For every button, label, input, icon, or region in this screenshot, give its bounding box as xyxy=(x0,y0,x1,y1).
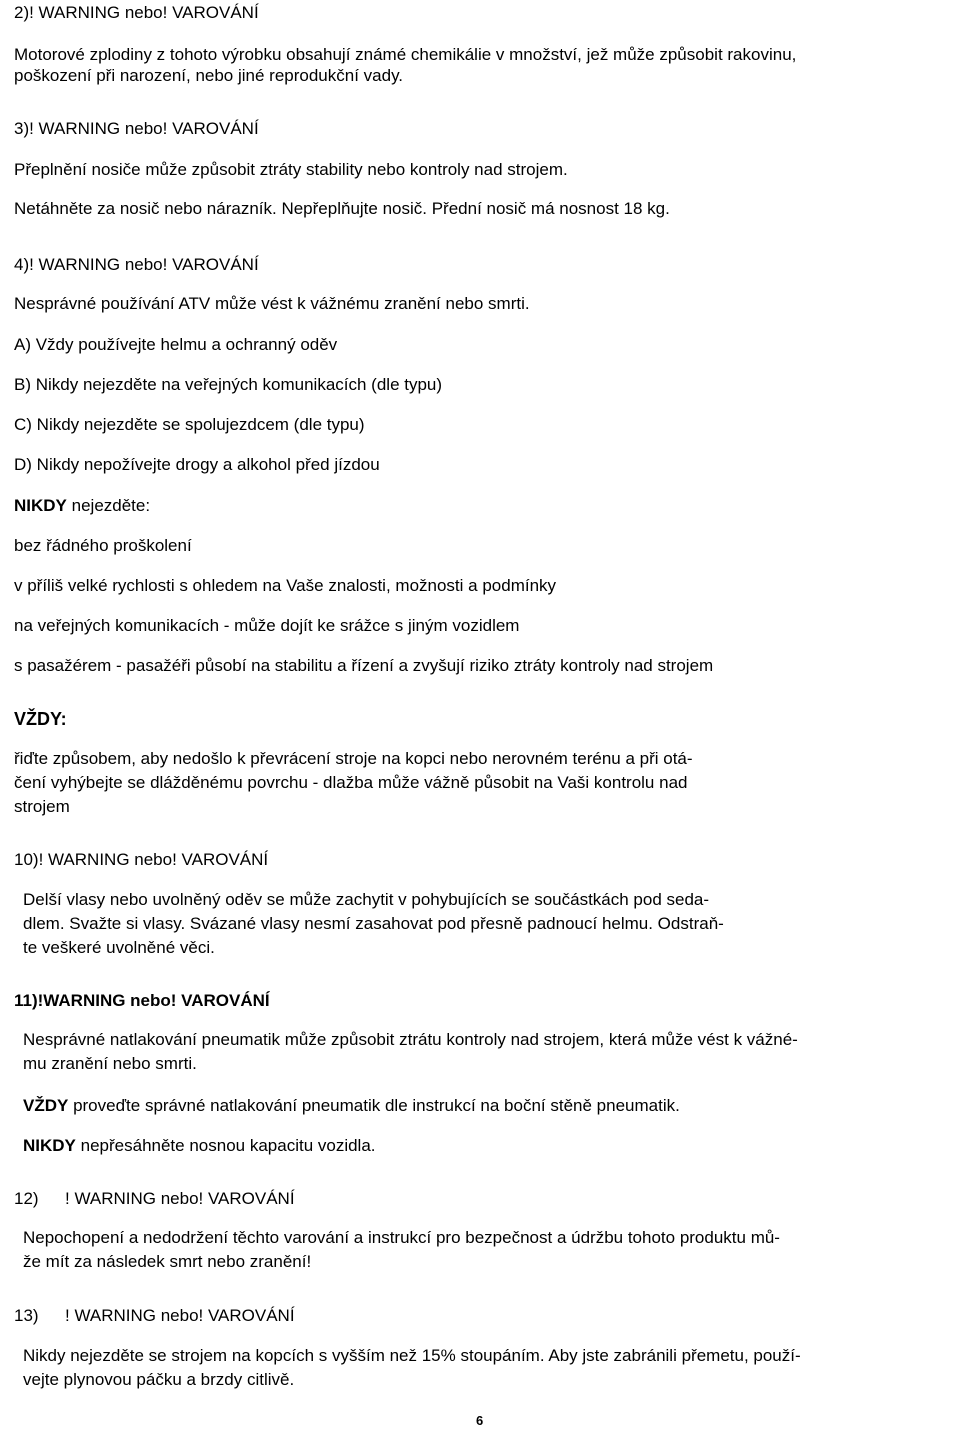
section-3-heading: 3)! WARNING nebo! VAROVÁNÍ xyxy=(14,119,259,138)
always-label: VŽDY xyxy=(23,1096,69,1115)
section-3-text: Netáhněte za nosič nebo nárazník. Nepřeplňujte nosič. Přední nosič má nosnost 18 kg. xyxy=(14,199,670,218)
section-13-text: vejte plynovou páčku a brzdy citlivě. xyxy=(23,1370,295,1389)
section-10-text: te veškeré uvolněné věci. xyxy=(23,938,215,957)
never-item: na veřejných komunikacích - může dojít ke srážce s jiným vozidlem xyxy=(14,616,520,635)
always-text: řiďte způsobem, aby nedošlo k převrácení stroje na kopci nebo nerovném terénu a při otá- xyxy=(14,749,693,768)
section-2-text: Motorové zplodiny z tohoto výrobku obsahují známé chemikálie v množství, jež může způsobit rakovinu, xyxy=(14,45,797,64)
section-13-number: 13) xyxy=(14,1306,39,1325)
section-4-heading: 4)! WARNING nebo! VAROVÁNÍ xyxy=(14,255,259,274)
never-text: nepřesáhněte nosnou kapacitu vozidla. xyxy=(75,1136,376,1155)
never-item: v příliš velké rychlosti s ohledem na Vaše znalosti, možnosti a podmínky xyxy=(14,576,557,595)
section-11-text: Nesprávné natlakování pneumatik může způsobit ztrátu kontroly nad strojem, která může vést k vážné- xyxy=(23,1030,798,1049)
section-10-heading: 10)! WARNING nebo! VAROVÁNÍ xyxy=(14,850,269,869)
section-11-heading-bold: 11)!WARNING nebo! VAROVÁNÍ xyxy=(14,991,270,1010)
section-2-text: poškození při narození, nebo jiné reprodukční vady. xyxy=(14,66,404,85)
section-12-number: 12) xyxy=(14,1189,39,1208)
section-11-always xyxy=(23,1096,680,1116)
section-12-text: že mít za následek smrt nebo zranění! xyxy=(23,1252,312,1271)
section-11-text: mu zranění nebo smrti. xyxy=(23,1054,197,1073)
section-4-item: C) Nikdy nejezděte se spolujezdcem (dle typu) xyxy=(14,415,365,434)
never-item: s pasažérem - pasažéři působí na stabilitu a řízení a zvyšují riziko ztráty kontroly nad strojem xyxy=(14,656,714,675)
section-4-item: A) Vždy používejte helmu a ochranný oděv xyxy=(14,335,338,354)
section-10-text: Delší vlasy nebo uvolněný oděv se může zachytit v pohybujících se součástkách pod seda- xyxy=(23,890,710,909)
section-13-text: Nikdy nejezděte se strojem na kopcích s vyšším než 15% stoupáním. Aby jste zabránili přemetu, použí- xyxy=(23,1346,801,1365)
section-12-heading: ! WARNING nebo! VAROVÁNÍ xyxy=(65,1189,295,1208)
never-ride-line xyxy=(14,496,150,516)
section-2-heading: 2)! WARNING nebo! VAROVÁNÍ xyxy=(14,3,259,22)
always-text: proveďte správné natlakování pneumatik dle instrukcí na boční stěně pneumatik. xyxy=(68,1096,680,1115)
never-label: NIKDY xyxy=(14,496,67,515)
section-11-heading xyxy=(14,991,270,1011)
never-item: bez řádného proškolení xyxy=(14,536,192,555)
always-text: čení vyhýbejte se dlážděnému povrchu - dlažba může vážně působit na Vaši kontrolu nad xyxy=(14,773,688,792)
section-13-heading: ! WARNING nebo! VAROVÁNÍ xyxy=(65,1306,295,1325)
section-3-text: Přeplnění nosiče může způsobit ztráty stability nebo kontroly nad strojem. xyxy=(14,160,568,179)
never-text: nejezděte: xyxy=(66,496,151,515)
never-label: NIKDY xyxy=(23,1136,76,1155)
section-4-item: D) Nikdy nepožívejte drogy a alkohol před jízdou xyxy=(14,455,380,474)
page-number: 6 xyxy=(476,1413,484,1428)
section-4-item: B) Nikdy nejezděte na veřejných komunikacích (dle typu) xyxy=(14,375,443,394)
always-text: strojem xyxy=(14,797,70,816)
section-10-text: dlem. Svažte si vlasy. Svázané vlasy nesmí zasahovat pod přesně padnoucí helmu. Odstraň- xyxy=(23,914,724,933)
section-4-text: Nesprávné používání ATV může vést k vážnému zranění nebo smrti. xyxy=(14,294,530,313)
always-heading: VŽDY: xyxy=(14,709,67,729)
section-11-never xyxy=(23,1136,376,1156)
section-12-text: Nepochopení a nedodržení těchto varování a instrukcí pro bezpečnost a údržbu tohoto produktu mů- xyxy=(23,1228,780,1247)
